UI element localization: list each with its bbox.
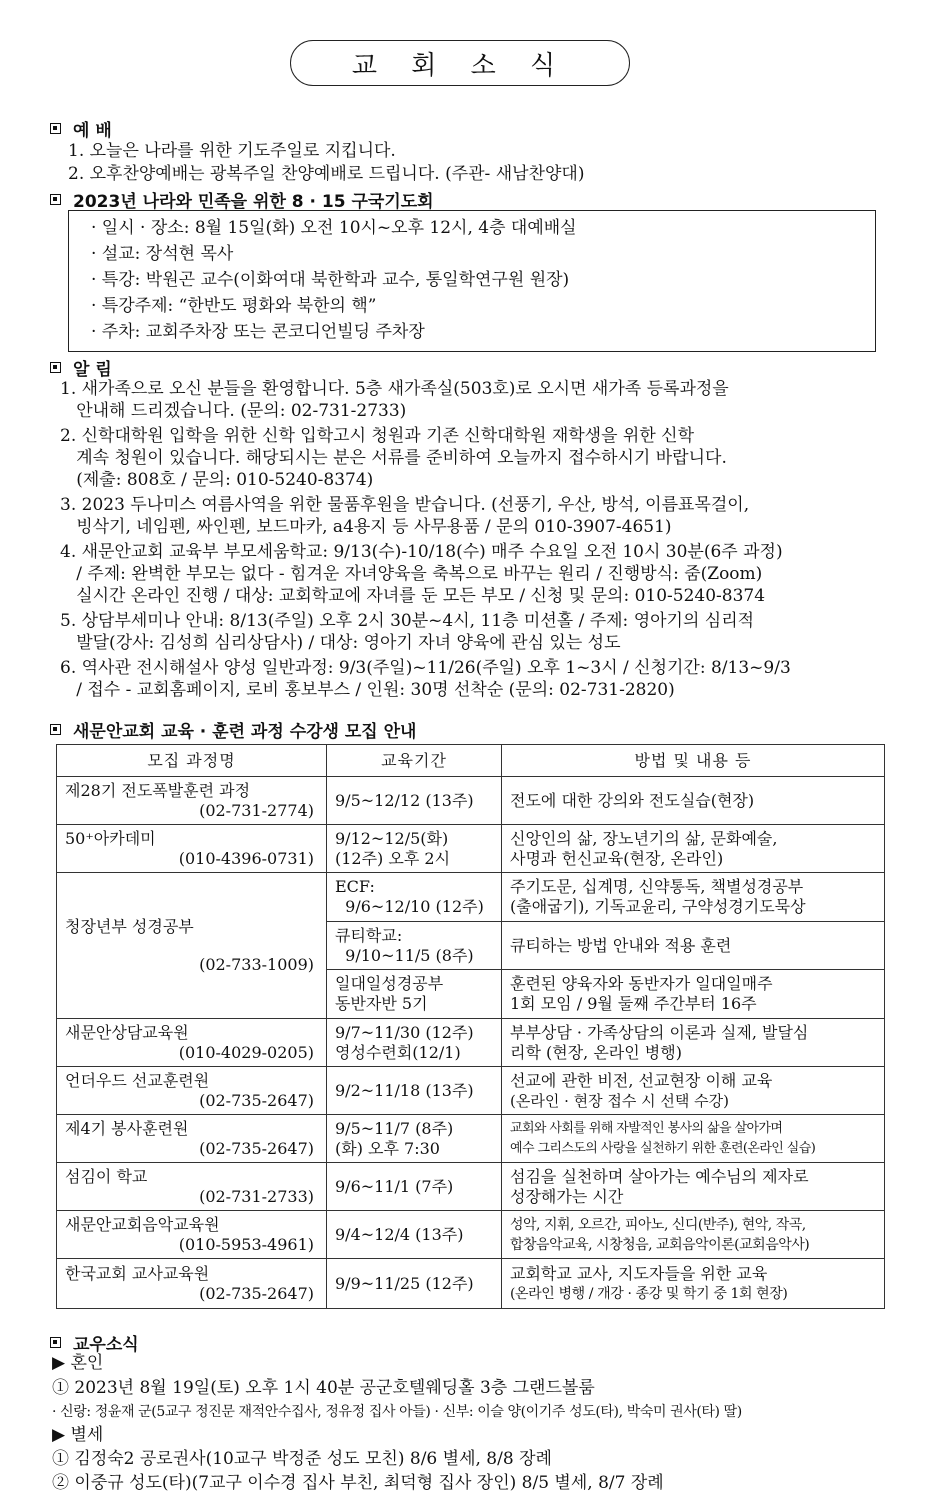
death-item: ② 이중규 성도(타)(7교구 이수경 집사 부친, 최덕형 집사 장인) 8/5 별세, 8/7 장례 [52,1473,664,1493]
course-name-cell [57,873,327,1019]
period-cell [327,825,502,873]
course-phone: (02-735-2647) [199,1138,314,1158]
courses-table [56,744,885,1309]
period-cell [327,922,502,970]
content-text: 교회학교 교사, 지도자들을 위한 교육 [510,1263,768,1283]
course-name-cell [57,1163,327,1211]
period-cell [327,970,502,1019]
content-cell [502,1019,885,1067]
page-title: 교 회 소 식 [351,50,569,81]
content-text: (온라인 병행 / 개강 · 종강 및 학기 중 1회 현장) [510,1285,788,1302]
course-name: 새문안상담교육원 [65,1022,189,1042]
content-text: 성악, 지휘, 오르간, 피아노, 신디(반주), 현악, 작곡, [510,1216,806,1233]
content-cell [502,873,885,922]
course-phone: (010-5953-4961) [178,1234,314,1254]
content-text: 교회와 사회를 위해 자발적인 봉사의 삶을 살아가며 [510,1120,783,1136]
notice-line: 2. 신학대학원 입학을 위한 신학 입학고시 청원과 기존 신학대학원 재학생을 위한 신학 [60,426,695,446]
heading-text: 2023년 나라와 민족을 위한 8 · 15 구국기도회 [73,192,434,212]
period-cell [327,777,502,825]
period-cell [327,873,502,922]
heading-text: 알 림 [73,360,112,380]
content-cell [502,1211,885,1259]
content-text: 성장해가는 시간 [510,1186,624,1206]
notice-line: (제출: 808호 / 문의: 010-5240-8374) [60,470,374,490]
table-row [57,825,885,873]
course-phone: (02-735-2647) [199,1090,314,1110]
wedding-label: ▶ 혼인 [52,1353,104,1373]
content-text: (출애굽기), 기독교윤리, 구약성경기도묵상 [510,897,806,916]
table-row [57,1019,885,1067]
prayer-info-box [68,210,876,352]
course-name: 한국교회 교사교육원 [65,1263,210,1283]
course-phone: (010-4029-0205) [178,1042,314,1062]
worship-item: 1. 오늘은 나라를 위한 기도주일로 지킵니다. [68,141,396,161]
prayer-item: · 주차: 교회주차장 또는 콘코디언빌딩 주차장 [91,322,425,342]
period-text: 9/7~11/30 (12주) [335,1022,474,1042]
period-text: 영성수련회(12/1) [335,1042,461,1062]
heading-text: 새문안교회 교육 · 훈련 과정 수강생 모집 안내 [73,722,417,742]
notice-line: 실시간 온라인 진행 / 대상: 교회학교에 자녀를 둔 모든 부모 / 신청 및 문의: 010-5240-8374 [60,586,766,606]
table-row [57,873,885,922]
period-text: (화) 오후 7:30 [335,1138,440,1158]
section-bullet-icon [50,724,61,735]
notice-line: 5. 상담부세미나 안내: 8/13(주일) 오후 2시 30분~4시, 11층 미션홀 / 주제: 영아기의 심리적 [60,611,755,631]
section-notices-heading [50,355,112,380]
death-label: ▶ 별세 [52,1425,104,1445]
heading-text: 예 배 [73,121,112,141]
wedding-item: ① 2023년 8월 19일(토) 오후 1시 40분 공군호텔웨딩홀 3층 그랜드볼룸 [52,1378,595,1398]
heading-text: 교우소식 [73,1335,139,1355]
content-cell [502,777,885,825]
period-text: ECF: [335,877,375,896]
section-bullet-icon [50,362,61,373]
prayer-item: · 설교: 장석현 목사 [91,244,234,264]
period-cell [327,1163,502,1211]
worship-item: 2. 오후찬양예배는 광복주일 찬양예배로 드립니다. (주관- 새남찬양대) [68,164,585,184]
notice-line: 안내해 드리겠습니다. (문의: 02-731-2733) [60,401,407,421]
prayer-item: · 일시 · 장소: 8월 15일(화) 오전 10시~오후 12시, 4층 대예배실 [91,218,577,238]
period-text: 9/10~11/5 (8주) [335,945,474,965]
period-cell [327,1259,502,1309]
notice-line: 6. 역사관 전시해설사 양성 일반과정: 9/3(주일)~11/26(주일) 오후 1~3시 / 신청기간: 8/13~9/3 [60,658,791,678]
content-text: 큐티하는 방법 안내와 적용 훈련 [510,935,732,955]
period-cell [327,1019,502,1067]
content-text: 섬김을 실천하며 살아가는 예수님의 제자로 [510,1166,809,1186]
notice-line: / 주제: 완벽한 부모는 없다 - 힘겨운 자녀양육을 축복으로 바꾸는 원리 / 진행방식: 줌(Zoom) [60,564,763,584]
content-text: 전도에 대한 강의와 전도실습(현장) [510,790,755,810]
table-row [57,777,885,825]
section-bullet-icon [50,1337,61,1348]
course-name: 청장년부 성경공부 [65,916,194,936]
course-phone: (02-735-2647) [199,1283,314,1303]
table-row [57,1115,885,1163]
notices-list [60,378,890,701]
period-text: 9/5~11/7 (8주) [335,1118,454,1138]
period-text: 9/4~12/4 (13주) [335,1224,464,1244]
course-phone: (02-731-2733) [199,1186,314,1206]
header-cell: 방법 및 내용 등 [502,745,885,777]
content-text: 1회 모임 / 9월 둘째 주간부터 16주 [510,994,757,1013]
period-text: 큐티학교: [335,925,403,945]
header-cell: 모집 과정명 [57,745,327,777]
content-text: 합창음악교육, 시창청음, 교회음악이론(교회음악사) [510,1236,810,1253]
notice-line: 빙삭기, 네임펜, 싸인펜, 보드마카, a4용지 등 사무용품 / 문의 010-3907-4651) [60,517,672,537]
content-text: 리학 (현장, 온라인 병행) [510,1042,682,1062]
content-text: 선교에 관한 비전, 선교현장 이해 교육 [510,1070,773,1090]
section-worship-heading [50,116,112,141]
period-text: 9/2~11/18 (13주) [335,1080,474,1100]
period-cell [327,1067,502,1115]
course-name: 제4기 봉사훈련원 [65,1118,189,1138]
course-name-cell [57,1115,327,1163]
course-name: 언더우드 선교훈련원 [65,1070,210,1090]
table-row [57,1211,885,1259]
header-cell: 교육기간 [327,745,502,777]
notice-line: 1. 새가족으로 오신 분들을 환영합니다. 5층 새가족실(503호)로 오시면 새가족 등록과정을 [60,379,729,399]
notice-line: 4. 새문안교회 교육부 부모세움학교: 9/13(수)-10/18(수) 매주 수요일 오전 10시 30분(6주 과정) [60,542,783,562]
content-text: 예수 그리스도의 사랑을 실천하기 위한 훈련(온라인 실습) [510,1140,816,1156]
period-cell [327,1211,502,1259]
period-text: 9/6~11/1 (7주) [335,1176,454,1196]
table-header-row [57,745,885,777]
period-cell [327,1115,502,1163]
section-bullet-icon [50,123,61,134]
content-text: 주기도문, 십계명, 신약통독, 책별성경공부 [510,877,804,896]
notice-line: / 접수 - 교회홈페이지, 로비 홍보부스 / 인원: 30명 선착순 (문의: 02-731-2820) [60,680,675,700]
content-text: 훈련된 양육자와 동반자가 일대일매주 [510,974,773,993]
content-cell [502,1259,885,1309]
period-text: 9/6~12/10 (12주) [335,897,484,916]
section-bullet-icon [50,194,61,205]
prayer-item: · 특강: 박원곤 교수(이화여대 북한학과 교수, 통일학연구원 원장) [91,270,570,290]
content-text: 신앙인의 삶, 장노년기의 삶, 문화예술, [510,828,778,848]
course-name-cell [57,777,327,825]
course-phone: (02-733-1009) [199,954,314,974]
content-cell [502,1163,885,1211]
content-text: (온라인 · 현장 접수 시 선택 수강) [510,1091,729,1110]
course-name-cell [57,1259,327,1309]
period-text: 9/9~11/25 (12주) [335,1273,474,1293]
notice-line: 발달(강사: 김성희 심리상담사) / 대상: 영아기 자녀 양육에 관심 있는 성도 [60,633,621,653]
content-cell [502,1115,885,1163]
period-text: 9/12~12/5(화) [335,828,449,848]
table-row [57,1067,885,1115]
title-box [290,40,630,86]
content-cell [502,970,885,1019]
table-row [57,1163,885,1211]
course-name-cell [57,1211,327,1259]
prayer-item: · 특강주제: “한반도 평화와 북한의 핵” [91,296,377,316]
course-name: 50⁺아카데미 [65,828,156,848]
course-name-cell [57,1067,327,1115]
period-text: 일대일성경공부 [335,974,444,993]
course-phone: (02-731-2774) [199,800,314,820]
course-name: 제28기 전도폭발훈련 과정 [65,780,251,800]
content-text: 사명과 헌신교육(현장, 온라인) [510,848,724,868]
content-cell [502,825,885,873]
section-prayer-heading [50,187,434,212]
period-text: 9/5~12/12 (13주) [335,790,474,810]
death-item: ① 김정숙2 공로권사(10교구 박정준 성도 모친) 8/6 별세, 8/8 장례 [52,1449,552,1469]
period-text: (12주) 오후 2시 [335,848,451,868]
period-text: 동반자반 5기 [335,994,428,1013]
course-name: 섬김이 학교 [65,1166,148,1186]
content-cell [502,922,885,970]
section-education-heading [50,717,416,742]
course-phone: (010-4396-0731) [178,848,314,868]
content-text: 부부상담 · 가족상담의 이론과 실제, 발달심 [510,1022,809,1042]
course-name-cell [57,825,327,873]
notice-line: 3. 2023 두나미스 여름사역을 위한 물품후원을 받습니다. (선풍기, 우산, 방석, 이름표목걸이, [60,495,750,515]
notice-line: 계속 청원이 있습니다. 해당되시는 분은 서류를 준비하여 오늘까지 접수하시기 바랍니다. [60,448,727,468]
table-row [57,1259,885,1309]
course-name-cell [57,1019,327,1067]
wedding-detail: · 신랑: 정윤재 군(5교구 정진문 재적안수집사, 정유정 집사 아들) · 신부: 이슬 양(이기주 성도(타), 박숙미 권사(타) 딸) [52,1404,742,1420]
content-cell [502,1067,885,1115]
course-name: 새문안교회음악교육원 [65,1214,220,1234]
